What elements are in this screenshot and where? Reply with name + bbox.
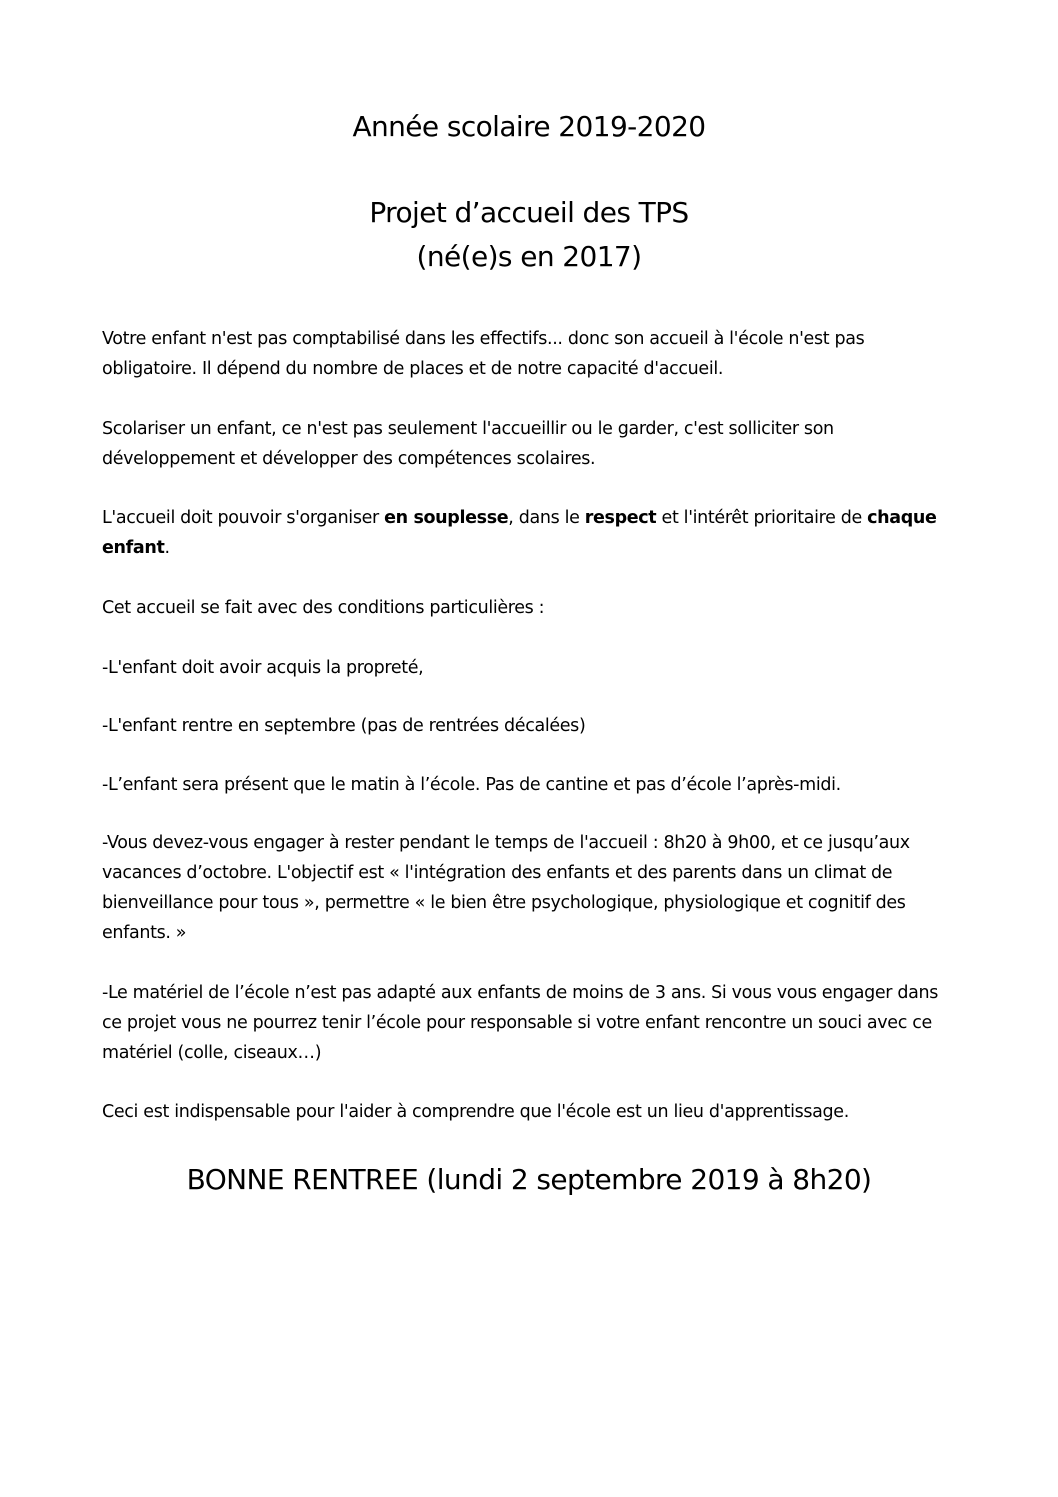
flexibility-bold-souplesse: en souplesse (384, 508, 509, 528)
condition-item-september: -L'enfant rentre en septembre (pas de rentrées décalées) (102, 716, 586, 736)
flexibility-text-2: , dans le (508, 508, 585, 528)
condition-item-mornings: -L’enfant sera présent que le matin à l’école. Pas de cantine et pas d’école l’après-midi. (102, 775, 841, 795)
flexibility-bold-chaque-enfant: chaque enfant (102, 508, 937, 558)
flexibility-text-1: L'accueil doit pouvoir s'organiser (102, 508, 385, 528)
condition-item-materials: -Le matériel de l’école n’est pas adapté aux enfants de moins de 3 ans. Si vous vous engager dans ce projet vous ne pourrez tenir l’école pour responsable si votre enfant rencontre un souci avec ce matériel (colle, ciseaux…) (102, 983, 938, 1063)
flexibility-bold-respect: respect (584, 508, 657, 528)
footer-greeting: BONNE RENTREE (lundi 2 septembre 2019 à 8h20) (186, 1163, 872, 1196)
title-line-1: Projet d’accueil des TPS (369, 196, 689, 229)
paragraph-flexibility (102, 503, 962, 563)
paragraph-closing: Ceci est indispensable pour l'aider à comprendre que l'école est un lieu d'apprentissage. (102, 1102, 849, 1122)
title-line-2: (né(e)s en 2017) (416, 240, 642, 273)
paragraph-schooling: Scolariser un enfant, ce n'est pas seulement l'accueillir ou le garder, c'est solliciter son développement et développer des compétences scolaires. (102, 419, 834, 469)
flexibility-text-3: et l'intérêt prioritaire de (656, 508, 868, 528)
condition-item-cleanliness: -L'enfant doit avoir acquis la propreté, (102, 658, 424, 678)
paragraph-conditions-intro: Cet accueil se fait avec des conditions particulières : (102, 598, 545, 618)
flexibility-text-4: . (164, 538, 170, 558)
paragraph-enrollment: Votre enfant n'est pas comptabilisé dans les effectifs... donc son accueil à l'école n'est pas obligatoire. Il dépend du nombre de places et de notre capacité d'accueil. (102, 329, 865, 379)
condition-item-parents: -Vous devez-vous engager à rester pendant le temps de l'accueil : 8h20 à 9h00, et ce jusqu’aux vacances d’octobre. L'objectif est « l'intégration des enfants et des parents dans un climat de bienveillance pour tous », permettre « le bien être psychologique, physiologique et cognitif des enfants. » (102, 833, 910, 943)
school-year-heading: Année scolaire 2019-2020 (352, 110, 706, 143)
